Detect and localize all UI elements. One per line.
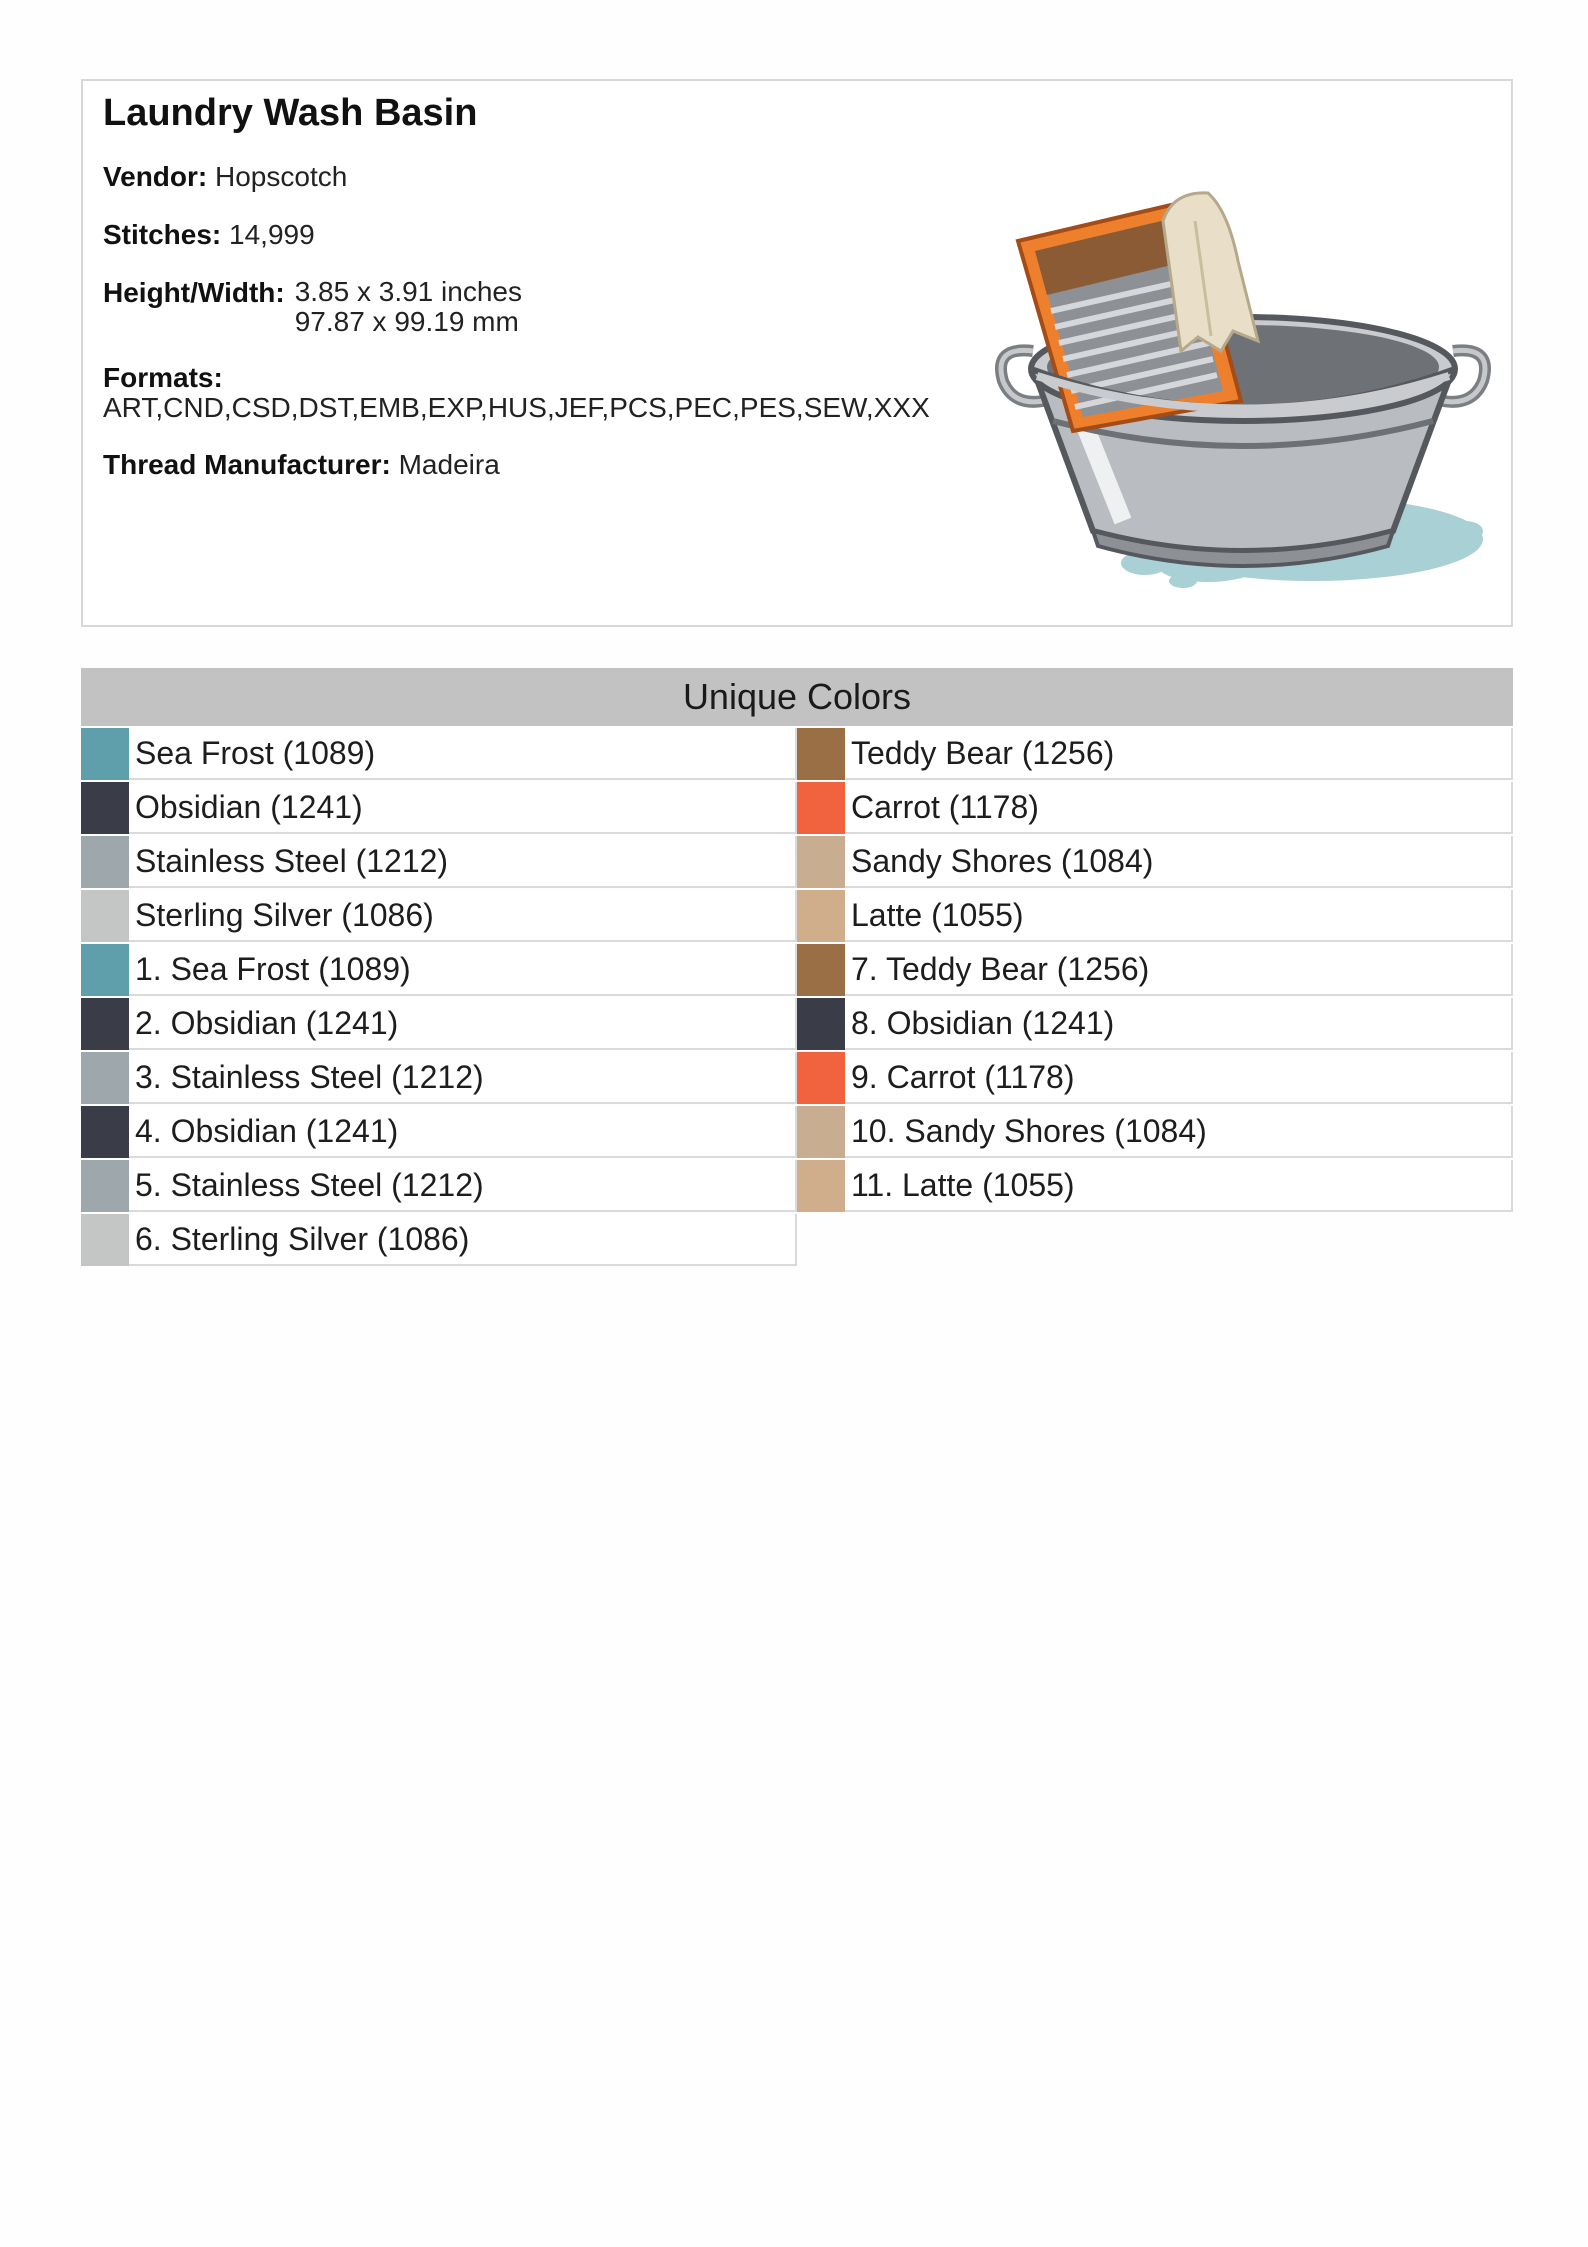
- color-row: [797, 890, 1513, 942]
- vendor-value: Hopscotch: [215, 161, 348, 192]
- color-swatch: [81, 728, 129, 780]
- color-swatch: [81, 998, 129, 1050]
- vendor-label: Vendor:: [103, 161, 208, 192]
- color-swatch: [81, 1106, 129, 1158]
- color-row: [797, 836, 1513, 888]
- formats-value: ART,CND,CSD,DST,EMB,EXP,HUS,JEF,PCS,PEC,PES,SEW,XXX: [103, 392, 930, 423]
- thread-value: Madeira: [398, 449, 500, 480]
- color-swatch: [797, 1052, 845, 1104]
- stitches-label: Stitches:: [103, 219, 222, 250]
- color-name: 6. Sterling Silver (1086): [135, 1221, 470, 1257]
- height-width-row: [103, 277, 1033, 337]
- color-row: [81, 782, 797, 834]
- size-mm: 97.87 x 99.19 mm: [294, 306, 519, 337]
- unique-colors-header: Unique Colors: [81, 668, 1513, 726]
- color-name: 1. Sea Frost (1089): [135, 951, 411, 987]
- color-name: Sandy Shores (1084): [851, 843, 1154, 879]
- height-width-values: [295, 277, 522, 337]
- design-info-card: [81, 79, 1513, 627]
- color-swatch: [81, 836, 129, 888]
- color-swatch: [797, 1106, 845, 1158]
- size-inches: 3.85 x 3.91 inches: [294, 276, 522, 307]
- color-name: 4. Obsidian (1241): [135, 1113, 399, 1149]
- color-swatch: [81, 1052, 129, 1104]
- color-name: Obsidian (1241): [135, 789, 363, 825]
- colors-left-column: [81, 726, 797, 1266]
- color-row: [81, 1160, 797, 1212]
- color-swatch: [81, 782, 129, 834]
- color-row: [797, 1160, 1513, 1212]
- color-swatch: [797, 890, 845, 942]
- color-row: [81, 998, 797, 1050]
- color-name: Teddy Bear (1256): [851, 735, 1115, 771]
- color-row: [797, 782, 1513, 834]
- color-swatch: [797, 782, 845, 834]
- color-swatch: [81, 1160, 129, 1212]
- color-swatch: [81, 890, 129, 942]
- color-name: 11. Latte (1055): [851, 1167, 1075, 1203]
- color-swatch: [797, 998, 845, 1050]
- stitches-row: [103, 219, 1033, 251]
- vendor-row: [103, 161, 1033, 193]
- design-details: [103, 91, 1033, 507]
- color-row: [797, 1106, 1513, 1158]
- formats-row: [103, 363, 1033, 423]
- formats-label: Formats:: [103, 362, 223, 393]
- color-name: Stainless Steel (1212): [135, 843, 449, 879]
- color-swatch: [797, 728, 845, 780]
- colors-grid: [81, 726, 1513, 1266]
- color-row: [797, 1052, 1513, 1104]
- color-swatch: [797, 1160, 845, 1212]
- color-row: [81, 1106, 797, 1158]
- color-name: Sterling Silver (1086): [135, 897, 434, 933]
- color-name: 5. Stainless Steel (1212): [135, 1167, 484, 1203]
- thread-label: Thread Manufacturer:: [103, 449, 391, 480]
- color-name: Sea Frost (1089): [135, 735, 376, 771]
- color-row: [797, 728, 1513, 780]
- color-name: 2. Obsidian (1241): [135, 1005, 399, 1041]
- color-name: 7. Teddy Bear (1256): [851, 951, 1150, 987]
- color-name: 8. Obsidian (1241): [851, 1005, 1115, 1041]
- color-row: [81, 1052, 797, 1104]
- color-swatch: [81, 944, 129, 996]
- thread-row: [103, 449, 1033, 481]
- color-row: [81, 836, 797, 888]
- color-swatch: [797, 944, 845, 996]
- design-title: Laundry Wash Basin: [103, 92, 478, 134]
- color-name: Carrot (1178): [851, 789, 1039, 825]
- color-row: [81, 890, 797, 942]
- color-row: [797, 998, 1513, 1050]
- wash-basin-illustration: [983, 101, 1503, 611]
- color-name: 9. Carrot (1178): [851, 1059, 1075, 1095]
- unique-colors-panel: [81, 668, 1513, 1266]
- stitches-value: 14,999: [229, 219, 315, 250]
- color-name: 10. Sandy Shores (1084): [851, 1113, 1207, 1149]
- color-row: [797, 944, 1513, 996]
- color-row: [81, 1214, 797, 1266]
- color-swatch: [81, 1214, 129, 1266]
- color-swatch: [797, 836, 845, 888]
- color-name: Latte (1055): [851, 897, 1024, 933]
- color-row: [81, 944, 797, 996]
- colors-right-column: [797, 726, 1513, 1212]
- height-width-label: Height/Width:: [103, 277, 285, 308]
- color-name: 3. Stainless Steel (1212): [135, 1059, 484, 1095]
- color-row: [81, 728, 797, 780]
